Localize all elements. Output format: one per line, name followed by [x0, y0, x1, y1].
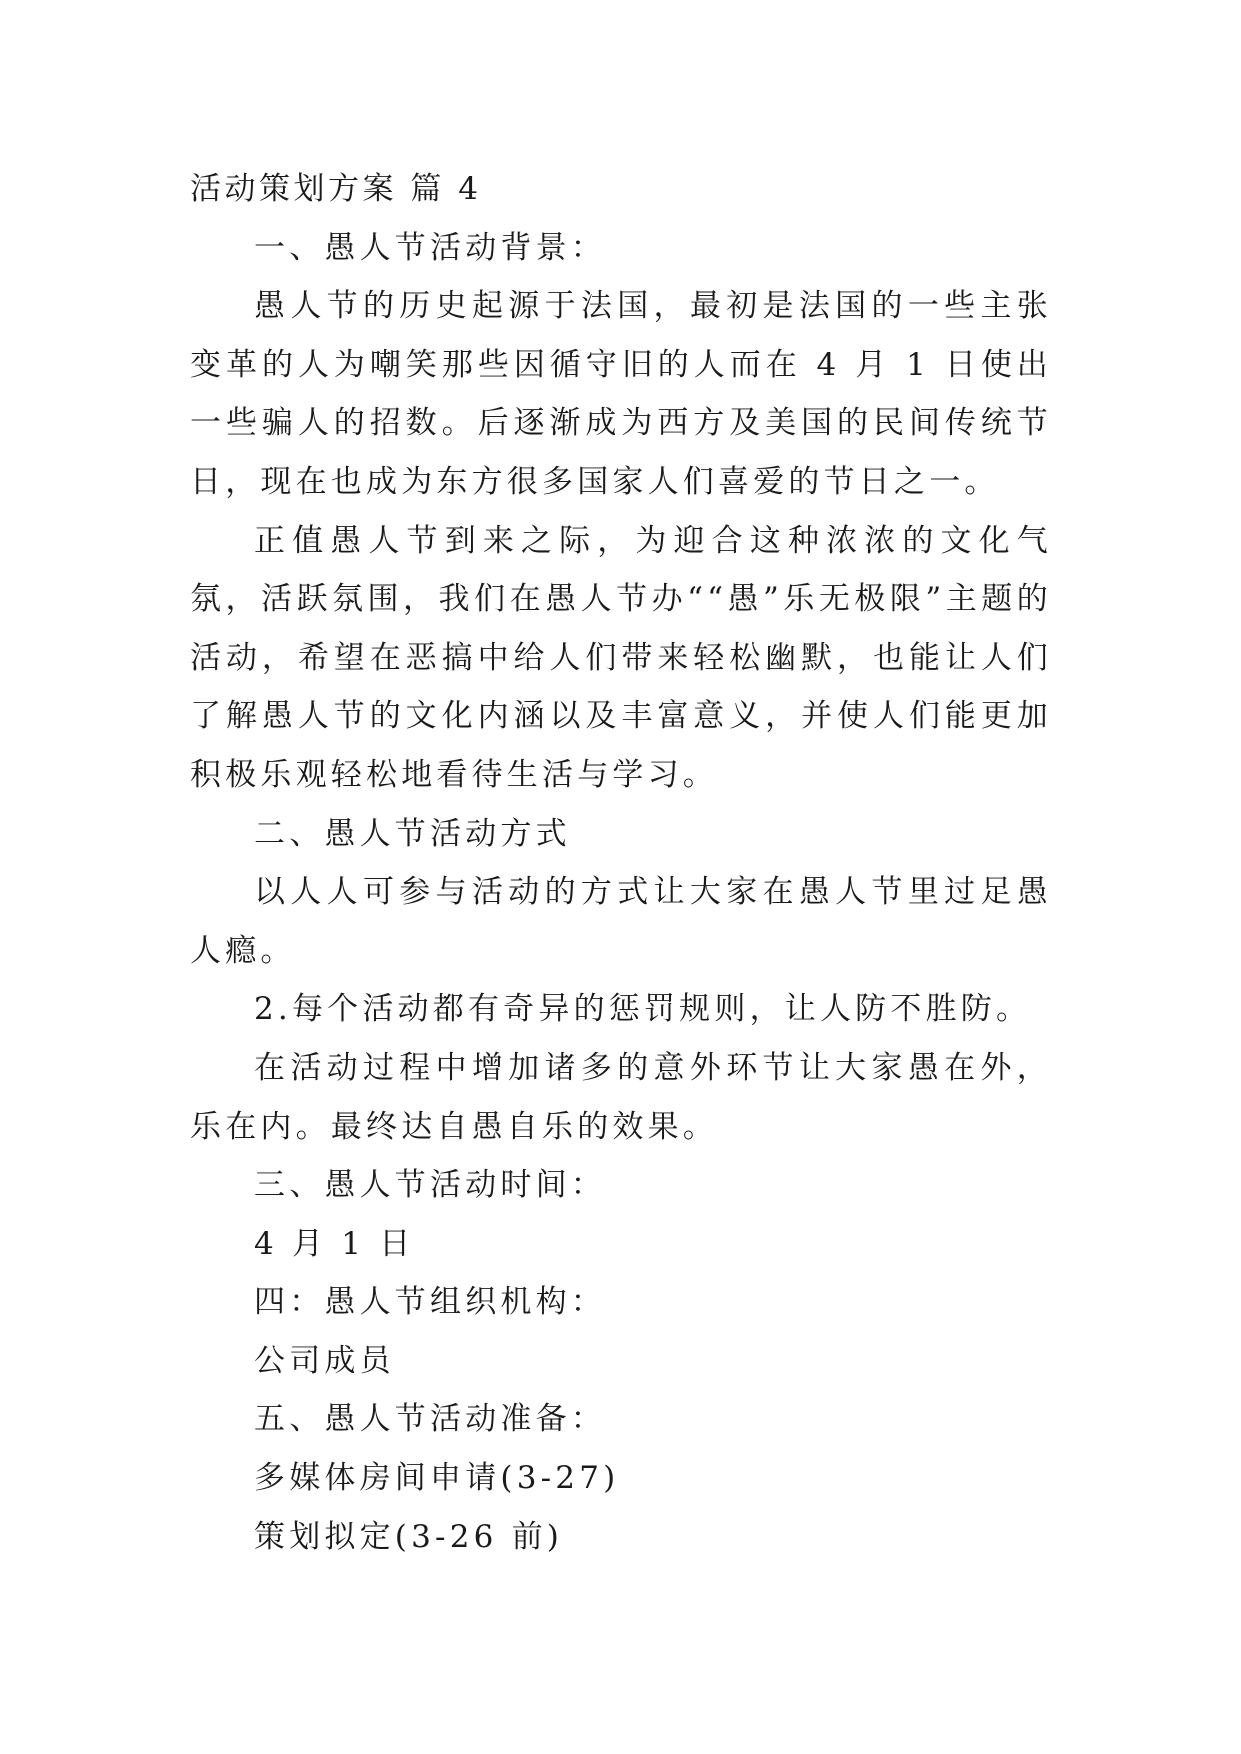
- section-heading-time: 三、愚人节活动时间：: [254, 1167, 606, 1204]
- paragraph-room-request: 多媒体房间申请(3-27): [254, 1460, 620, 1497]
- section-heading-organization: 四：愚人节组织机构：: [254, 1284, 606, 1321]
- document-title: 活动策划方案 篇 4: [190, 171, 482, 207]
- paragraph-surprises: 在活动过程中增加诸多的意外环节让大家愚在外，乐在内。最终达自愚自乐的效果。: [190, 1049, 1052, 1145]
- paragraph-rules: 2.每个活动都有奇异的惩罚规则，让人防不胜防。: [254, 991, 1032, 1028]
- section-heading-background: 一、愚人节活动背景：: [254, 229, 606, 266]
- paragraph-purpose: 正值愚人节到来之际，为迎合这种浓浓的文化气氛，活跃氛围，我们在愚人节办““愚”乐无极限”主题的活动，希望在恶搞中给人们带来轻松幽默，也能让人们了解愚人节的文化内涵以及丰富意义，并使人们能更加积极乐观轻松地看待生活与学习。: [190, 522, 1052, 793]
- paragraph-members: 公司成员: [254, 1342, 395, 1379]
- paragraph-origin: 愚人节的历史起源于法国，最初是法国的一些主张变革的人为嘲笑那些因循守旧的人而在 4 月 1 日使出一些骗人的招数。后逐渐成为西方及美国的民间传统节日，现在也成为东方很多国家人们喜爱的节日之一。: [190, 288, 1052, 500]
- section-heading-preparation: 五、愚人节活动准备：: [254, 1401, 606, 1438]
- paragraph-method: 以人人可参与活动的方式让大家在愚人节里过足愚人瘾。: [190, 874, 1052, 969]
- paragraph-plan-draft: 策划拟定(3-26 前): [254, 1518, 564, 1555]
- section-heading-method: 二、愚人节活动方式: [254, 815, 571, 852]
- document-body: [190, 160, 1052, 1566]
- paragraph-date: 4 月 1 日: [254, 1225, 415, 1262]
